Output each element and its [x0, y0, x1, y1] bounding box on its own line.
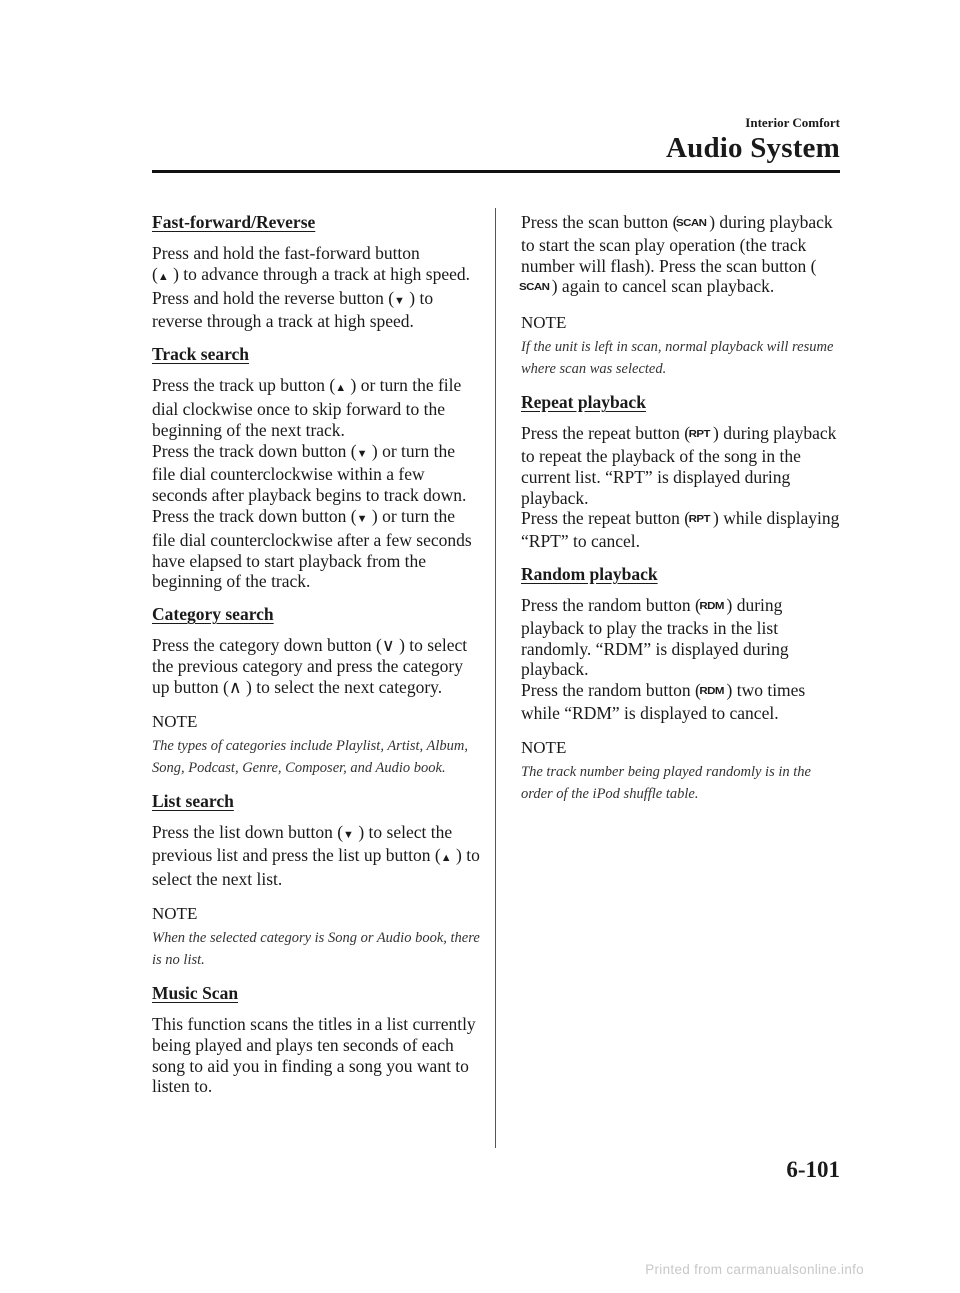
- right-column: [521, 212, 841, 817]
- rdm-button-icon: RDM: [699, 600, 724, 612]
- header-section: Interior Comfort: [745, 115, 840, 130]
- section-music-scan: [152, 983, 482, 1097]
- paragraph: Press the category down button (∨ ) to select the previous category and press the category up button (∧ ) to select the next category.: [152, 635, 468, 697]
- note-text: The track number being played randomly is in the order of the iPod shuffle table.: [521, 763, 811, 802]
- rpt-button-icon: RPT: [688, 514, 711, 526]
- heading-category-search: Category search: [152, 604, 274, 625]
- up-triangle-icon: ▲: [440, 852, 452, 865]
- down-triangle-icon: ▼: [394, 294, 405, 307]
- paragraph: Press the scan button (SCAN ) during playback to start the scan play operation (the track number will flash). Press the scan button (SCAN ) again to cancel scan playback.: [521, 212, 841, 299]
- section-category-search: [152, 604, 482, 778]
- chevron-down-icon: ∨: [381, 635, 395, 656]
- section-list-search: [152, 791, 482, 971]
- scan-button-icon: SCAN: [676, 218, 707, 229]
- page-number: 6-101: [786, 1157, 840, 1182]
- down-triangle-icon: ▼: [356, 447, 368, 460]
- down-triangle-icon: ▼: [356, 512, 368, 525]
- note-label: NOTE: [521, 737, 567, 757]
- paragraph: Press the repeat button (RPT ) during playback to repeat the playback of the song in the current list. “RPT” is displayed during playback. Press the repeat button (RPT ) while displaying “RPT” to cancel.: [521, 423, 840, 552]
- note-label: NOTE: [152, 903, 198, 923]
- column-divider: [495, 208, 496, 1148]
- heading-repeat-playback: Repeat playback: [521, 392, 646, 413]
- left-column: [152, 212, 482, 1109]
- paragraph: This function scans the titles in a list currently being played and plays ten seconds of each song to aid you in finding a song you want to listen to.: [152, 1013, 476, 1097]
- rdm-button-icon: RDM: [699, 686, 724, 698]
- page-title: Audio System: [665, 132, 840, 164]
- paragraph: Press the random button (RDM ) during playback to play the tracks in the list randomly. “RDM” is displayed during playback. Press the random button (RDM ) two times while “RDM” is displayed to cancel.: [521, 594, 806, 723]
- scan-button-icon: SCAN: [519, 282, 550, 294]
- up-triangle-icon: ▲: [335, 382, 347, 395]
- up-triangle-icon: ▲: [157, 270, 169, 283]
- rpt-button-icon: RPT: [688, 429, 711, 441]
- section-random-playback: [521, 564, 841, 805]
- paragraph: Press and hold the fast-forward button (▲ ) to advance through a track at high speed. Press and hold the reverse button (▼ ) to reverse through a track at high speed.: [152, 243, 470, 332]
- heading-fast-forward: Fast-forward/Reverse: [152, 212, 316, 232]
- header-rule: [152, 170, 840, 173]
- chevron-up-icon: ∧: [228, 676, 242, 697]
- section-fast-forward: [152, 212, 482, 332]
- paragraph: Press the list down button (▼ ) to select the previous list and press the list up button (▲ ) to select the next list.: [152, 821, 480, 890]
- paragraph: Press the track up button (▲ ) or turn the file dial clockwise once to skip forward to the beginning of the next track. Press the track down button (▼ ) or turn the file dial counterclockwise within a few seconds after playback begins to track down. Press the track down button (▼ ) or turn the file dial counterclockwise after a few seconds have elapsed to start playback from the beginning of the track.: [152, 375, 472, 592]
- note-text: The types of categories include Playlist, Artist, Album, Song, Podcast, Genre, Composer, and Audio book.: [152, 737, 469, 776]
- note-label: NOTE: [152, 711, 198, 731]
- footer-watermark: Printed from carmanualsonline.info: [645, 1262, 864, 1277]
- note-label: NOTE: [521, 313, 567, 333]
- heading-list-search: List search: [152, 790, 234, 811]
- section-repeat-playback: [521, 392, 841, 552]
- heading-random-playback: Random playback: [521, 563, 658, 584]
- section-track-search: [152, 344, 482, 592]
- section-scan: [521, 212, 841, 380]
- down-triangle-icon: ▼: [343, 828, 354, 841]
- heading-track-search: Track search: [152, 344, 250, 365]
- note-text: When the selected category is Song or Audio book, there is no list.: [152, 929, 480, 968]
- note-text: If the unit is left in scan, normal playback will resume where scan was selected.: [521, 339, 834, 378]
- heading-music-scan: Music Scan: [152, 982, 239, 1003]
